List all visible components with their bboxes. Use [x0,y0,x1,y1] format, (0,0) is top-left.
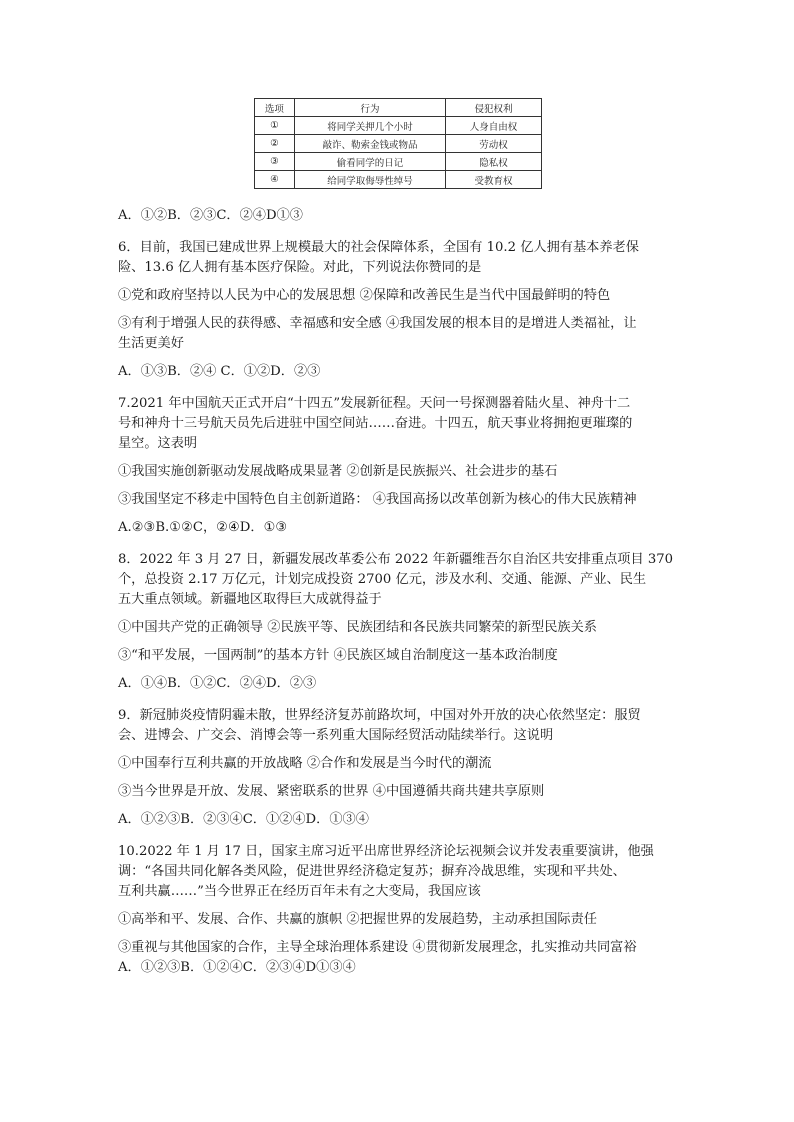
q9-stem-line-1: 9．新冠肺炎疫情阴霾未散，世界经济复苏前路坎坷，中国对外开放的决心依然坚定：服贸 [118,708,641,723]
cell-right: 人身自由权 [446,117,542,135]
cell-right: 劳动权 [446,135,542,153]
cell-behavior: 给同学取侮辱性绰号 [294,171,445,189]
header-behavior: 行为 [294,99,445,117]
cell-right: 隐私权 [446,153,542,171]
cell-option: ③ [255,153,295,171]
rights-table-container [254,98,542,189]
q6-stem-line-2: 险、13.6 亿人拥有基本医疗保险。对此，下列说法你赞同的是 [118,260,482,275]
q7-statements-1: ①我国实施创新驱动发展战略成果显著 ②创新是民族振兴、社会进步的基石 [118,464,558,479]
q7-stem-line-1: 7.2021 年中国航天正式开启“十四五”发展新征程。天问一号探测器着陆火星、神舟十二 [118,396,631,411]
q7-statements-2: ③我国坚定不移走中国特色自主创新道路： ④我国高扬以改革创新为核心的伟大民族精神 [118,492,637,507]
q8-statements-2: ③“和平发展，一国两制”的基本方针 ④民族区域自治制度这一基本政治制度 [118,648,558,663]
header-right: 侵犯权利 [446,99,542,117]
table-header-row [255,99,542,117]
questions-body [118,206,684,978]
table-row [255,117,542,135]
table-row [255,171,542,189]
q8-statements-1: ①中国共产党的正确领导 ②民族平等、民族团结和各民族共同繁荣的新型民族关系 [118,620,597,635]
q9-stem-line-2: 会、进博会、广交会、消博会等一系列重大国际经贸活动陆续举行。这说明 [118,728,554,743]
q7-options: A.②③B.①②C，②④D．①③ [118,520,288,535]
q8-stem-line-3: 五大重点领域。新疆地区取得巨大成就得益于 [118,592,382,607]
q6-stem-line-1: 6．目前，我国已建成世界上规模最大的社会保障体系，全国有 10.2 亿人拥有基本养老保 [118,240,639,255]
cell-right: 受教育权 [446,171,542,189]
cell-option: ② [255,135,295,153]
table-row [255,153,542,171]
q7-stem-line-3: 星空。这表明 [118,436,198,451]
q9-statements-1: ①中国奉行互利共赢的开放战略 ②合作和发展是当今时代的潮流 [118,756,492,771]
q5-options: A．①②B．②③C．②④D①③ [118,208,303,223]
q10-statements-1: ①高举和平、发展、合作、共赢的旗帜 ②把握世界的发展趋势，主动承担国际责任 [118,912,597,927]
header-option: 选项 [255,99,295,117]
rights-table [254,98,542,189]
q8-options: A．①④B．①②C．②④D．②③ [118,676,317,691]
table-row [255,135,542,153]
q7-stem-line-2: 号和神舟十三号航天员先后进驻中国空间站……奋进。十四五，航天事业将拥抱更璀璨的 [118,416,633,431]
q6-options: A．①③B．②④ C．①②D．②③ [118,364,321,379]
q10-options: A．①②③B．①②④C．②③④D①③④ [118,960,356,975]
q10-stem-line-2: 调：“各国共同化解各类风险，促进世界经济稳定复苏；摒弃冷战思维，实现和平共处、 [118,864,626,879]
q6-statements-1: ①党和政府坚持以人民为中心的发展思想 ②保障和改善民生是当代中国最鲜明的特色 [118,288,611,303]
q6-statements-2a: ③有利于增强人民的获得感、幸福感和安全感 ④我国发展的根本目的是增进人类福祉，让 [118,316,637,331]
q9-statements-2: ③当今世界是开放、发展、紧密联系的世界 ④中国遵循共商共建共享原则 [118,784,545,799]
cell-behavior: 偷看同学的日记 [294,153,445,171]
q6-statements-2b: 生活更美好 [118,336,184,351]
q9-options: A．①②③B．②③④C．①②④D．①③④ [118,812,369,827]
cell-option: ① [255,117,295,135]
q8-stem-line-2: 个，总投资 2.17 万亿元，计划完成投资 2700 亿元，涉及水利、交通、能源、产业、民生 [118,572,647,587]
q10-statements-2: ③重视与其他国家的合作，主导全球治理体系建设 ④贯彻新发展理念，扎实推动共同富裕 [118,940,637,955]
q10-stem-line-1: 10.2022 年 1 月 17 日，国家主席习近平出席世界经济论坛视频会议并发表重要演讲，他强 [118,844,654,859]
cell-option: ④ [255,171,295,189]
q8-stem-line-1: 8．2022 年 3 月 27 日，新疆发展改革委公布 2022 年新疆维吾尔自治区共安排重点项目 370 [118,552,674,567]
cell-behavior: 将同学关押几个小时 [294,117,445,135]
q10-stem-line-3: 互利共赢……”当今世界正在经历百年未有之大变局，我国应该 [118,884,481,899]
cell-behavior: 敲诈、勒索金钱或物品 [294,135,445,153]
